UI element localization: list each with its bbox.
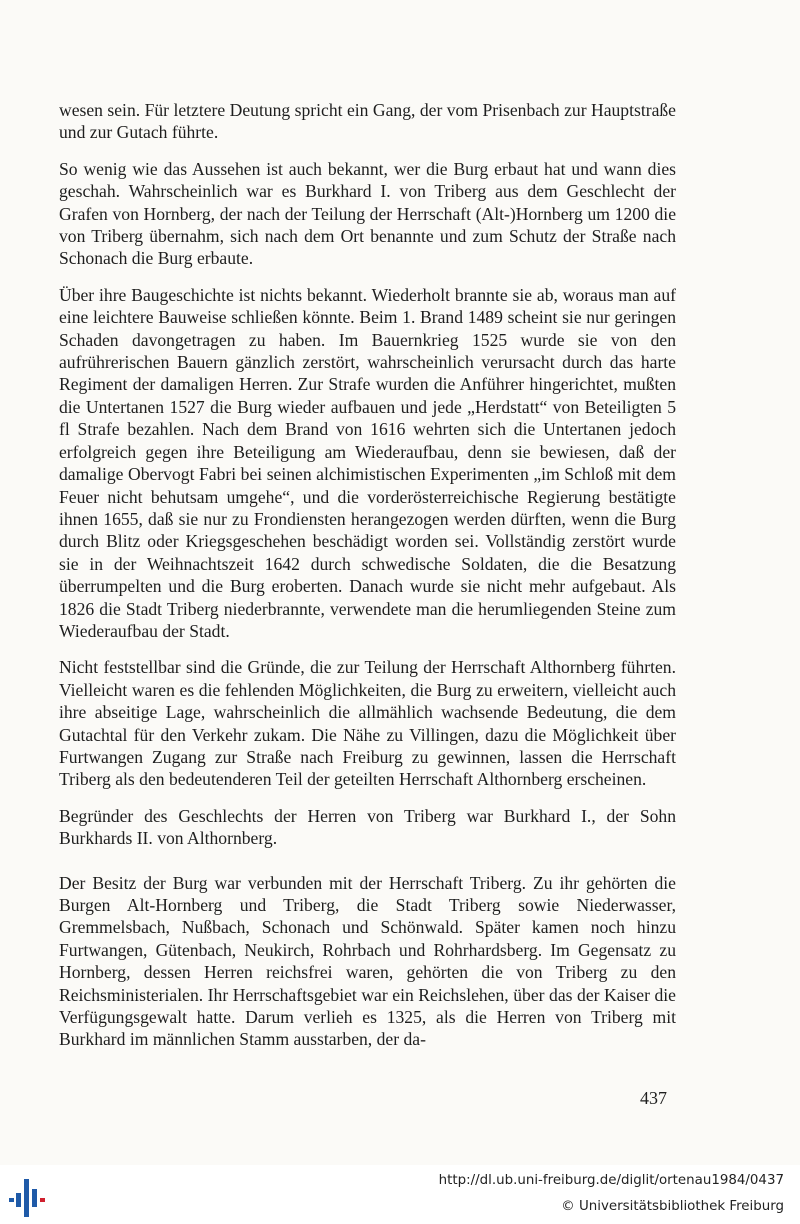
body-text [59,99,676,1051]
paragraph-3: Über ihre Baugeschichte ist nichts bekannt. Wiederholt brannte sie ab, woraus man auf eine leichtere Bauweise schließen könnte. Beim 1. Brand 1489 scheint sie nur geringen Schaden davongetragen zu haben. Im Bauernkrieg 1525 wurde sie von den aufrührerischen Bauern gänzlich zerstört, wahrscheinlich verursacht durch das harte Regiment der damaligen Herren. Zur Strafe wurden die Anführer hingerichtet, mußten die Untertanen 1527 die Burg wieder aufbauen und jede „Herdstatt“ von Beteiligten 5 fl Strafe bezahlen. Nach dem Brand von 1616 wehrten sich die Untertanen jedoch erfolgreich gegen ihre Beteiligung am Wiederaufbau, denn sie bewiesen, daß der damalige Obervogt Fabri bei seinen alchimistischen Experimenten „im Schloß mit dem Feuer nicht behutsam umgehe“, und die vorderösterreichische Regierung bestätigte ihnen 1655, daß sie nur zu Frondiensten herangezogen werden dürften, wenn die Burg durch Blitz oder Kriegsgeschehen beschädigt worden sei. Vollständig zerstört wurde sie in der Weihnachtszeit 1642 durch schwedische Soldaten, die die Besatzung überrumpelten und die Burg eroberten. Danach wurde sie nicht mehr aufgebaut. Als 1826 die Stadt Triberg niederbrannte, verwendete man die herumliegenden Steine zum Wiederaufbau der Stadt. [59,284,676,641]
source-url[interactable]: http://dl.ub.uni-freiburg.de/diglit/ortenau1984/0437 [438,1173,784,1188]
paragraph-5: Begründer des Geschlechts der Herren von Triberg war Burkhard I., der Sohn Burkhards II. von Althornberg. [59,805,676,849]
paragraph-4: Nicht feststellbar sind die Gründe, die zur Teilung der Herrschaft Althornberg führten. Vielleicht waren es die fehlenden Möglichkeiten, die Burg zu erweitern, vielleicht auch ihre abseitige Lage, wahrscheinlich die allmählich wachsende Bedeutung, die dem Gutachtal für den Verkehr zukam. Die Nähe zu Villingen, dazu die Möglichkeit über Furtwangen Zugang zur Straße nach Freiburg zu gewinnen, lassen die Herrschaft Triberg als den bedeutenderen Teil der geteilten Herrschaft Althornberg erscheinen. [59,657,676,790]
paragraph-2: So wenig wie das Aussehen ist auch bekannt, wer die Burg erbaut hat und wann dies geschah. Wahrscheinlich war es Burkhard I. von Triberg aus dem Geschlecht der Grafen von Hornberg, der nach der Teilung der Herrschaft (Alt-)Hornberg um 1200 die von Triberg übernahm, sich nach dem Ort benannte und zum Schutz der Straße nach Schonach die Burg erbaute. [59,158,676,269]
paragraph-6: Der Besitz der Burg war verbunden mit der Herrschaft Triberg. Zu ihr gehörten die Burgen Alt-Hornberg und Triberg, die Stadt Triberg sowie Niederwasser, Gremmelsbach, Nußbach, Schonach und Schönwald. Später kamen noch hinzu Furtwangen, Gütenbach, Neukirch, Rohrbach und Rohrhardsberg. Im Gegensatz zu Hornberg, dessen Herren reichsfrei waren, gehörten die von Triberg zu den Reichsministerialen. Ihr Herrschaftsgebiet war ein Reichslehen, über das der Kaiser die Verfügungsgewalt hatte. Darum verlieh es 1325, als die Herren von Triberg mit Burkhard im männlichen Stamm ausstarben, der da- [59,872,676,1050]
copyright-notice: © Universitätsbibliothek Freiburg [561,1199,784,1214]
paragraph-1: wesen sein. Für letztere Deutung spricht ein Gang, der vom Prisenbach zur Hauptstraße und zur Gutach führte. [59,100,676,143]
ub-freiburg-logo-icon [9,1177,51,1219]
page-number: 437 [640,1088,667,1108]
